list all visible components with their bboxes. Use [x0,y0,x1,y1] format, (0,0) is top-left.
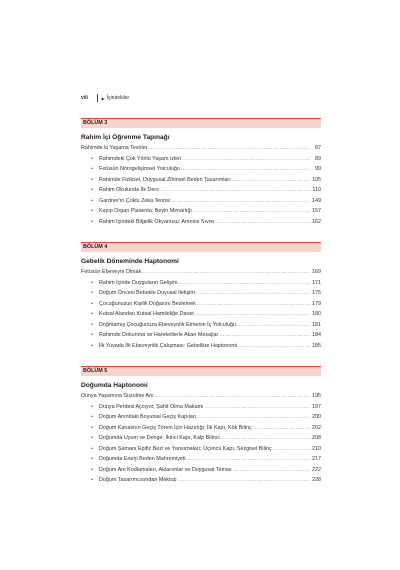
toc-entry-title: Rahimdeki Çok Yönlü Yaşam izleri [99,155,182,162]
toc-entry[interactable] [81,196,321,207]
triangle-right-icon: ▶ [101,95,105,101]
toc-entry[interactable] [81,309,321,320]
bullet-icon: • [91,342,93,349]
toc-entry-title: Rahimde Fiziksel, Duygusal Zihinsel Beden Tasarımları [99,176,231,183]
toc-entry-page: 222 [312,466,321,473]
dot-leader [178,475,311,486]
chapter-label: BÖLÜM 5 [81,366,321,376]
toc-entry-page: 149 [312,197,321,204]
toc-entry-title: Rahim İçinde Duyguların Gelişim [99,279,178,286]
toc-entry-title: Fetüsün Nörogelişimsel Yolculuğu [99,166,180,172]
toc-entry-title: Dünya Perdesi Açılıyor, Şahit Olma Makamı [99,403,204,410]
dot-leader [160,185,310,196]
toc-entry[interactable] [81,278,321,289]
bullet-icon: • [91,187,93,193]
dot-leader [171,196,310,207]
dot-leader [182,154,310,165]
section-name: İçindekiler [106,95,130,101]
toc-entry[interactable] [81,454,321,465]
toc-entry-title: Çocuğunuzun Kişilik Doğasını Beslemek [99,300,196,307]
toc-entry-page: 175 [312,290,321,296]
header-divider [97,94,98,102]
toc-entry[interactable] [81,206,321,217]
toc-entry[interactable] [81,391,321,402]
dot-leader [221,433,310,444]
toc-entry-page: 195 [312,393,321,399]
toc-entry-page: 208 [312,435,321,441]
toc-entry-title: Doğum Tasarımcısından Mektup [99,477,177,483]
chapter-title: Gebelik Döneminde Haptonomi [81,258,179,265]
toc-entry-title: Rahimde ki Yaşama Tesirler [81,145,148,151]
toc-entry-title: Rahim İçindeki Bilgelik Okyanusu: Amnios Sıvısı [99,218,215,225]
dot-leader [142,267,310,278]
dot-leader [195,309,310,320]
toc-entry[interactable] [81,267,321,278]
chapter-label: BÖLÜM 3 [81,118,321,128]
toc-entry-page: 210 [312,445,321,452]
bullet-icon: • [91,218,93,225]
toc-entry-title: Doğum Öncesi Bebekle Duyusal İletişim [99,290,195,296]
toc-entry-page: 179 [312,300,321,307]
bullet-icon: • [91,311,93,317]
toc-entry-page: 184 [312,332,321,338]
toc-entry[interactable] [81,164,321,175]
dot-leader [215,217,310,228]
toc-entry-page: 162 [312,218,321,225]
toc-entry[interactable] [81,217,321,228]
dot-leader [273,444,310,455]
toc-entry[interactable] [81,412,321,423]
page-number: viii [81,95,88,101]
toc-entry[interactable] [81,288,321,299]
dot-leader [181,164,310,175]
toc-entry[interactable] [81,423,321,434]
toc-entry-title: Doğum Şamanı Epifiz Bezi ve Yansımaları; Üçüncü Kapı, Sezgisel Bilinç [99,445,272,452]
dot-leader [197,299,310,310]
bullet-icon: • [91,321,93,328]
toc-entry-title: Kutsal Alandan Kutsal Hamileliğe Davet [99,311,194,317]
toc-entry-page: 228 [312,477,321,483]
toc-entry-title: Gardner'ın Çoklu Zeka Teorisi [99,197,171,204]
toc-entry[interactable] [81,154,321,165]
toc-entry[interactable] [81,320,321,331]
table-of-contents [81,118,321,501]
toc-entry-page: 171 [312,279,321,286]
toc-entry[interactable] [81,433,321,444]
toc-entry-title: Kayıp Organ Plasenta: Beyin Mimarlığı [99,208,192,214]
toc-entry-title: Rahim Okulunda İlk Ders [99,187,159,193]
toc-entry-page: 202 [312,424,321,431]
bullet-icon: • [91,414,93,420]
toc-entry[interactable] [81,175,321,186]
toc-entry[interactable] [81,299,321,310]
dot-leader [233,465,310,476]
chapter-title: Doğumda Haptonomi [81,382,148,389]
toc-entry-page: 200 [312,414,321,420]
bullet-icon: • [91,197,93,204]
toc-entry-page: 185 [312,342,321,349]
toc-entry-page: 157 [312,208,321,214]
dot-leader [232,175,310,186]
bullet-icon: • [91,466,93,473]
toc-entry-page: 99 [315,166,321,172]
dot-leader [179,278,311,289]
toc-entry[interactable] [81,143,321,154]
toc-entry-page: 217 [312,456,321,462]
bullet-icon: • [91,290,93,296]
toc-entry-page: 87 [315,145,321,151]
toc-entry[interactable] [81,185,321,196]
toc-entry[interactable] [81,444,321,455]
dot-leader [197,412,310,423]
running-head [81,94,129,102]
dot-leader [238,341,310,352]
toc-entry-title: Doğum Kanalının Geçiş Töreni İçin Hazırlığı; İlk Kapı, Kök Bilinç [99,424,252,431]
bullet-icon: • [91,300,93,307]
toc-entry-title: Dünya Yaşamına Süzülme Anı [81,393,154,399]
toc-entry-title: İlk Yuvada İlk Ebeveynlik Çalışması: Gebelikte Haptonomi [99,342,238,349]
toc-entry-page: 105 [312,176,321,183]
bullet-icon: • [91,155,93,162]
dot-leader [149,143,310,154]
toc-entry-page: 89 [315,155,321,162]
bullet-icon: • [91,477,93,483]
chapter-section [81,366,321,486]
bullet-icon: • [91,279,93,286]
dot-leader [187,454,310,465]
bullet-icon: • [91,445,93,452]
bullet-icon: • [91,166,93,172]
chapter-title: Rahim İçi Öğrenme Tapınağı [81,134,170,141]
bullet-icon: • [91,176,93,183]
dot-leader [196,288,310,299]
toc-entry[interactable] [81,402,321,413]
bullet-icon: • [91,403,93,410]
dot-leader [193,206,310,217]
bullet-icon: • [91,435,93,441]
dot-leader [155,391,310,402]
toc-entry-page: 180 [312,311,321,317]
bullet-icon: • [91,332,93,338]
toc-entry[interactable] [81,475,321,486]
toc-entry-title: Doğum Anı Kodlamaları, Aktarımlar ve Duygusal Temas [99,466,232,473]
dot-leader [219,330,310,341]
toc-entry-title: Doğmamış Çocuğunuza Ebeveynlik Etmenin İç Yolculuğu [99,321,236,328]
toc-entry-page: 197 [312,403,321,410]
toc-entry[interactable] [81,341,321,352]
bullet-icon: • [91,424,93,431]
toc-entry-title: Doğumda Enerji Beden Mahremiyeti [99,456,186,462]
toc-entry-title: Rahimde Dokunma ve Hareketlerle Akan Mesajlar [99,332,219,338]
chapter-section [81,242,321,351]
toc-entry-title: Doğum Anındaki Boyutsal Geçiş Kapıları [99,414,197,420]
dot-leader [205,402,310,413]
chapter-section [81,118,321,227]
bullet-icon: • [91,208,93,214]
toc-entry-page: 169 [312,269,321,275]
toc-entry[interactable] [81,465,321,476]
chapter-label: BÖLÜM 4 [81,242,321,252]
toc-entry-title: Fetüsün Ebeveyni Olmak [81,269,142,275]
toc-entry-title: Doğumda Uyum ve Denge; İkinci Kapı, Kalp Bilinci [99,435,220,441]
bullet-icon: • [91,456,93,462]
dot-leader [237,320,310,331]
toc-entry-page: 181 [312,321,321,328]
toc-entry[interactable] [81,330,321,341]
dot-leader [253,423,310,434]
toc-entry-page: 110 [312,187,321,193]
